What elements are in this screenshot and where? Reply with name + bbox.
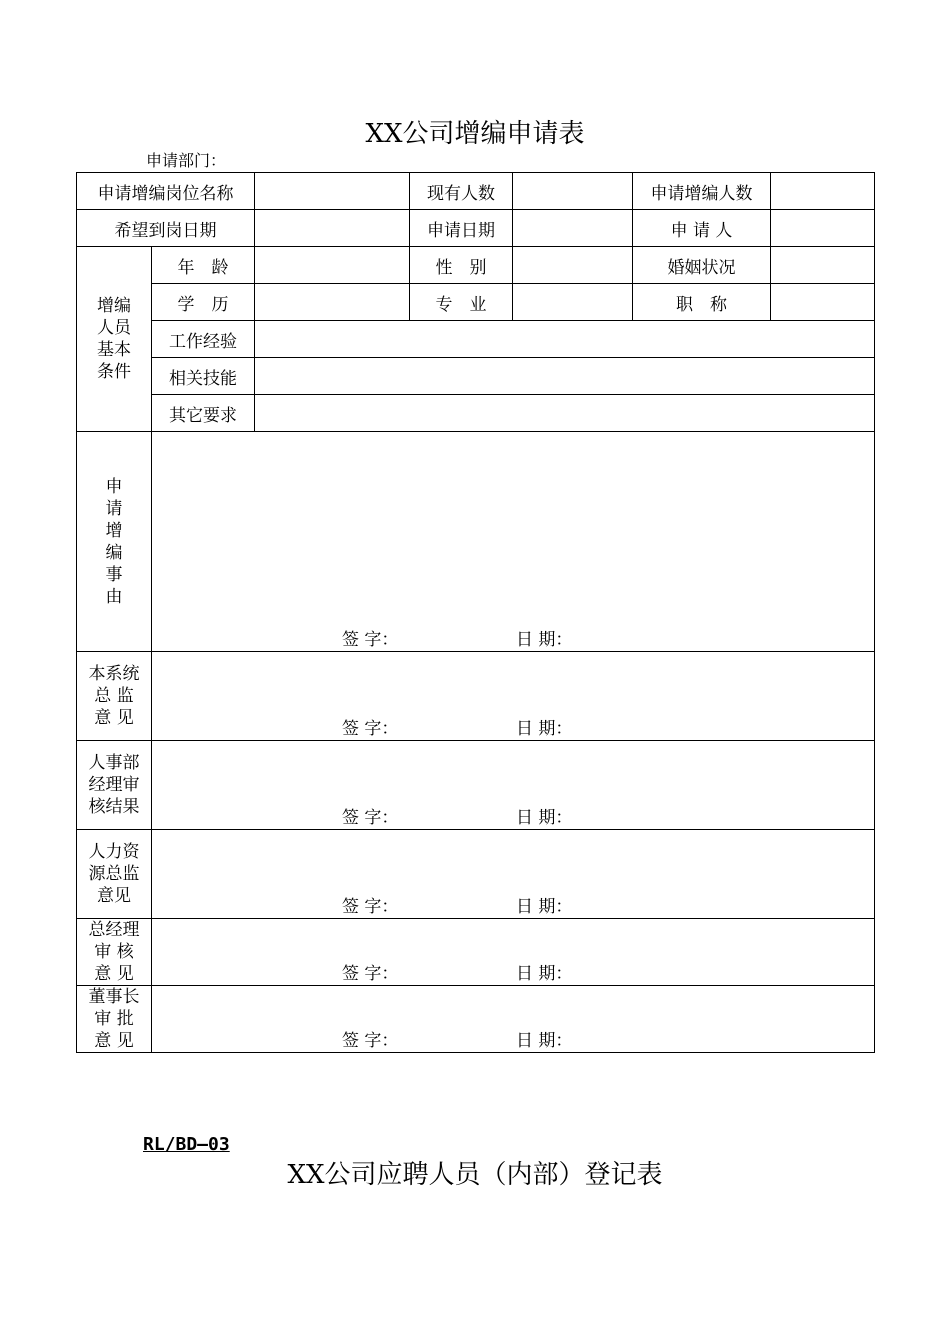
- current-count-label: 现有人数: [410, 173, 513, 210]
- age-label: 年 龄: [152, 247, 255, 284]
- age-field[interactable]: [255, 247, 410, 284]
- signature-label: 签 字：: [342, 1031, 399, 1051]
- apply-date-field[interactable]: [513, 210, 633, 247]
- current-count-field[interactable]: [513, 173, 633, 210]
- department-label: 申请部门：: [146, 151, 227, 170]
- marital-status-field[interactable]: [771, 247, 875, 284]
- gender-label: 性 别: [410, 247, 513, 284]
- reason-label: 申 请 增 编 事 由: [77, 432, 152, 652]
- other-requirements-label: 其它要求: [152, 395, 255, 432]
- date-label: 日 期：: [516, 897, 573, 917]
- applicant-field[interactable]: [771, 210, 875, 247]
- requested-count-label: 申请增编人数: [633, 173, 771, 210]
- applicant-label: 申 请 人: [633, 210, 771, 247]
- major-label: 专 业: [410, 284, 513, 321]
- signature-label: 签 字：: [342, 964, 399, 984]
- date-label: 日 期：: [516, 964, 573, 984]
- skills-field[interactable]: [255, 358, 875, 395]
- work-experience-field[interactable]: [255, 321, 875, 358]
- reason-field[interactable]: [152, 432, 875, 652]
- opinion-label-hr-director: 人力资 源总监 意见: [77, 830, 152, 919]
- basic-conditions-label: 增编 人员 基本 条件: [77, 247, 152, 432]
- position-name-label: 申请增编岗位名称: [77, 173, 255, 210]
- skills-label: 相关技能: [152, 358, 255, 395]
- work-experience-label: 工作经验: [152, 321, 255, 358]
- opinion-field-hr-director[interactable]: [152, 830, 875, 919]
- gender-field[interactable]: [513, 247, 633, 284]
- expected-date-field[interactable]: [255, 210, 410, 247]
- other-requirements-field[interactable]: [255, 395, 875, 432]
- expected-date-label: 希望到岗日期: [77, 210, 255, 247]
- opinion-field-general-manager[interactable]: [152, 919, 875, 986]
- education-label: 学 历: [152, 284, 255, 321]
- professional-title-field[interactable]: [771, 284, 875, 321]
- signature-label: 签 字：: [342, 897, 399, 917]
- professional-title-label: 职 称: [633, 284, 771, 321]
- opinion-label-general-manager: 总经理 审 核 意 见: [77, 919, 152, 986]
- opinion-label-chairman: 董事长 审 批 意 见: [77, 986, 152, 1053]
- date-label: 日 期：: [516, 1031, 573, 1051]
- staffing-request-form: [76, 172, 875, 1053]
- requested-count-field[interactable]: [771, 173, 875, 210]
- marital-status-label: 婚姻状况: [633, 247, 771, 284]
- opinion-field-chairman[interactable]: [152, 986, 875, 1053]
- opinion-label-hr-manager: 人事部 经理审 核结果: [77, 741, 152, 830]
- date-label: 日 期：: [516, 719, 573, 739]
- signature-label: 签 字：: [342, 630, 399, 650]
- position-name-field[interactable]: [255, 173, 410, 210]
- education-field[interactable]: [255, 284, 410, 321]
- document-title: XX公司增编申请表: [365, 119, 585, 149]
- date-label: 日 期：: [516, 630, 573, 650]
- opinion-field-hr-manager[interactable]: [152, 741, 875, 830]
- opinion-field-system-director[interactable]: [152, 652, 875, 741]
- opinion-label-system-director: 本系统 总 监 意 见: [77, 652, 152, 741]
- signature-label: 签 字：: [342, 808, 399, 828]
- form-code: RL/BD—03: [143, 1134, 230, 1155]
- date-label: 日 期：: [516, 808, 573, 828]
- next-form-title: XX公司应聘人员（内部）登记表: [287, 1160, 663, 1190]
- major-field[interactable]: [513, 284, 633, 321]
- apply-date-label: 申请日期: [410, 210, 513, 247]
- signature-label: 签 字：: [342, 719, 399, 739]
